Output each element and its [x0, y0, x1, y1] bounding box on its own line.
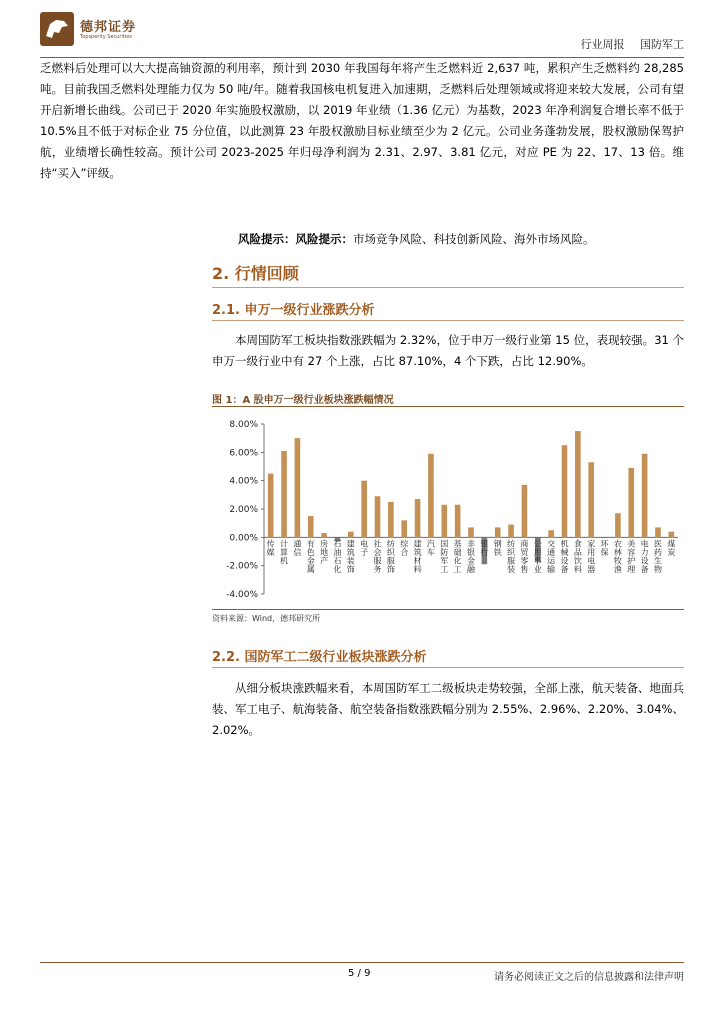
- y-tick-label: 0.00%: [229, 533, 258, 544]
- x-category-label: 建筑材料: [413, 539, 422, 574]
- x-category-label: 环保: [600, 539, 609, 557]
- x-category-label: 建筑装饰: [346, 539, 355, 574]
- bar-11: [415, 499, 421, 537]
- paragraph-weekly-performance: 本周国防军工板块指数涨跌幅为 2.32%，位于申万一级行业第 15 位，表现较强。31 个申万一级行业中有 27 个上涨，占比 87.10%，4 个下跌，占比 12.90%。: [212, 333, 684, 368]
- paragraph-company-outlook: 乏燃料后处理可以大大提高铀资源的利用率，预计到 2030 年我国每年将产生乏燃料近 2,637 吨，累积产生乏燃料约 28,285 吨。目前我国乏燃料处理能力仅为 50 吨/年。随着我国核电机复进入加速期，乏燃料后处理领域或将迎来较大发展，公司有望开启新增长曲线。公司已于 2020 年实施股权激励，以 2019 年业绩（1.36 亿元）为基数，2023 年净利润复合增长率不低于 10.5%且不低于对标企业 75 分位值，以此测算 23 年股权激励目标业绩至少为 2 亿元。公司业务蓬勃发展，股权激励保驾护航，业绩增长确性较高。预计公司 2023-2025 年归母净利润为 2.31、2.97、3.81 亿元，对应 PE 为 22、17、13 倍。维持“买入”评级。: [40, 61, 684, 180]
- y-tick-label: -2.00%: [226, 561, 258, 572]
- x-category-label: 传媒: [266, 539, 275, 557]
- bar-7: [361, 481, 367, 538]
- bar-6: [348, 532, 354, 538]
- x-category-label: 国防军工: [440, 539, 449, 574]
- page-number: 5 / 9: [348, 968, 371, 979]
- bar-1: [281, 451, 287, 537]
- y-tick-label: 2.00%: [229, 505, 258, 515]
- page-header: [40, 12, 684, 58]
- bar-9: [388, 502, 394, 537]
- subsection-title-defense-level2: 2.2. 国防军工二级行业板块涨跌分析: [212, 650, 427, 665]
- industry-change-bar-chart: [212, 410, 684, 608]
- figure-top-rule: [212, 406, 684, 407]
- section-divider: [212, 287, 684, 288]
- x-category-label: 有色金属: [306, 539, 315, 574]
- bar-2: [295, 438, 301, 537]
- x-category-label: 纺织服装: [507, 539, 516, 574]
- x-category-label: 钢铁: [493, 539, 502, 557]
- bar-24: [588, 462, 594, 537]
- bar-3: [308, 516, 314, 537]
- x-category-label: 电子: [360, 539, 369, 557]
- bar-10: [401, 520, 407, 537]
- industry-name: 国防军工: [640, 38, 684, 51]
- x-category-label: 银行: [480, 539, 489, 557]
- bar-4: [321, 533, 327, 537]
- x-category-label: 通信: [293, 539, 302, 557]
- bar-30: [669, 532, 675, 538]
- bar-14: [455, 505, 461, 538]
- figure-title: 图 1：A 股申万一级行业板块涨跌幅情况: [212, 395, 394, 406]
- y-tick-label: -4.00%: [226, 590, 258, 600]
- x-category-label: 基础化工: [453, 539, 462, 574]
- bar-25: [602, 537, 608, 538]
- x-category-label: 综合: [400, 539, 409, 557]
- x-category-label: 食品饮料: [573, 539, 582, 574]
- company-name: 德邦证券: [80, 20, 137, 35]
- subsection-divider: [212, 667, 684, 668]
- x-category-label: 石油石化: [333, 539, 342, 574]
- x-category-label: 电力设备: [640, 539, 649, 574]
- x-category-label: 社会服务: [373, 539, 382, 574]
- risk-label: 风险提示：风险提示：: [238, 232, 353, 246]
- bar-26: [615, 513, 621, 537]
- risk-notice: [238, 231, 595, 247]
- bar-21: [548, 530, 554, 537]
- subsection-title-sw-level1: 2.1. 申万一级行业涨跌分析: [212, 303, 375, 318]
- section-title-market-review: 2. 行情回顾: [212, 264, 299, 283]
- x-category-label: 房地产: [320, 539, 329, 566]
- header-tags: [581, 36, 685, 52]
- figure-bottom-rule: [212, 609, 684, 610]
- bar-23: [575, 431, 581, 537]
- x-category-label: 家用电器: [587, 539, 596, 574]
- bar-8: [375, 496, 381, 537]
- report-type: 行业周报: [580, 38, 625, 51]
- x-category-label: 美容护理: [627, 539, 636, 574]
- y-tick-label: 4.00%: [229, 476, 258, 487]
- footer-divider: [40, 962, 684, 963]
- bar-0: [268, 474, 274, 538]
- company-logo-icon: [40, 12, 74, 46]
- x-category-label: 非银金融: [467, 539, 475, 574]
- bar-28: [642, 454, 648, 538]
- risk-text: 市场竞争风险、科技创新风险、海外市场风险。: [353, 232, 595, 246]
- x-category-label: 纺织服饰: [386, 539, 395, 574]
- x-category-label: 计算机: [280, 539, 289, 566]
- legal-disclaimer: 请务必阅读正文之后的信息披露和法律声明: [494, 972, 684, 983]
- bar-13: [441, 505, 447, 538]
- y-tick-label: 8.00%: [229, 420, 258, 430]
- bar-29: [655, 527, 661, 537]
- bar-12: [428, 454, 434, 538]
- paragraph-level2-performance: 从细分板块涨跌幅来看，本周国防军工二级板块走势较强，全部上涨，航天装备、地面兵装、军工电子、航海装备、航空装备指数涨跌幅分别为 2.55%、2.96%、2.20%、3.04%、2.02%。: [212, 681, 684, 737]
- company-name-en: Topsperity Securities: [80, 34, 132, 40]
- x-category-label: 汽车: [426, 539, 435, 557]
- x-category-label: 农林牧渔: [613, 539, 622, 574]
- x-category-label: 煤炭: [667, 539, 676, 557]
- bar-17: [495, 527, 501, 537]
- bar-19: [522, 485, 528, 537]
- y-tick-label: 6.00%: [229, 448, 258, 459]
- x-category-label: 交通运输: [547, 539, 556, 574]
- x-category-label: 医药生物: [653, 539, 662, 574]
- x-category-label: 机械设备: [560, 539, 569, 574]
- x-category-label: 商贸零售: [520, 539, 529, 574]
- bar-27: [628, 468, 634, 537]
- bar-22: [562, 445, 568, 537]
- x-category-label: 公用事业: [533, 539, 542, 574]
- bar-18: [508, 525, 514, 538]
- figure-source: 资料来源：Wind，德邦研究所: [212, 614, 321, 623]
- bar-15: [468, 527, 474, 537]
- subsection-divider: [212, 320, 684, 321]
